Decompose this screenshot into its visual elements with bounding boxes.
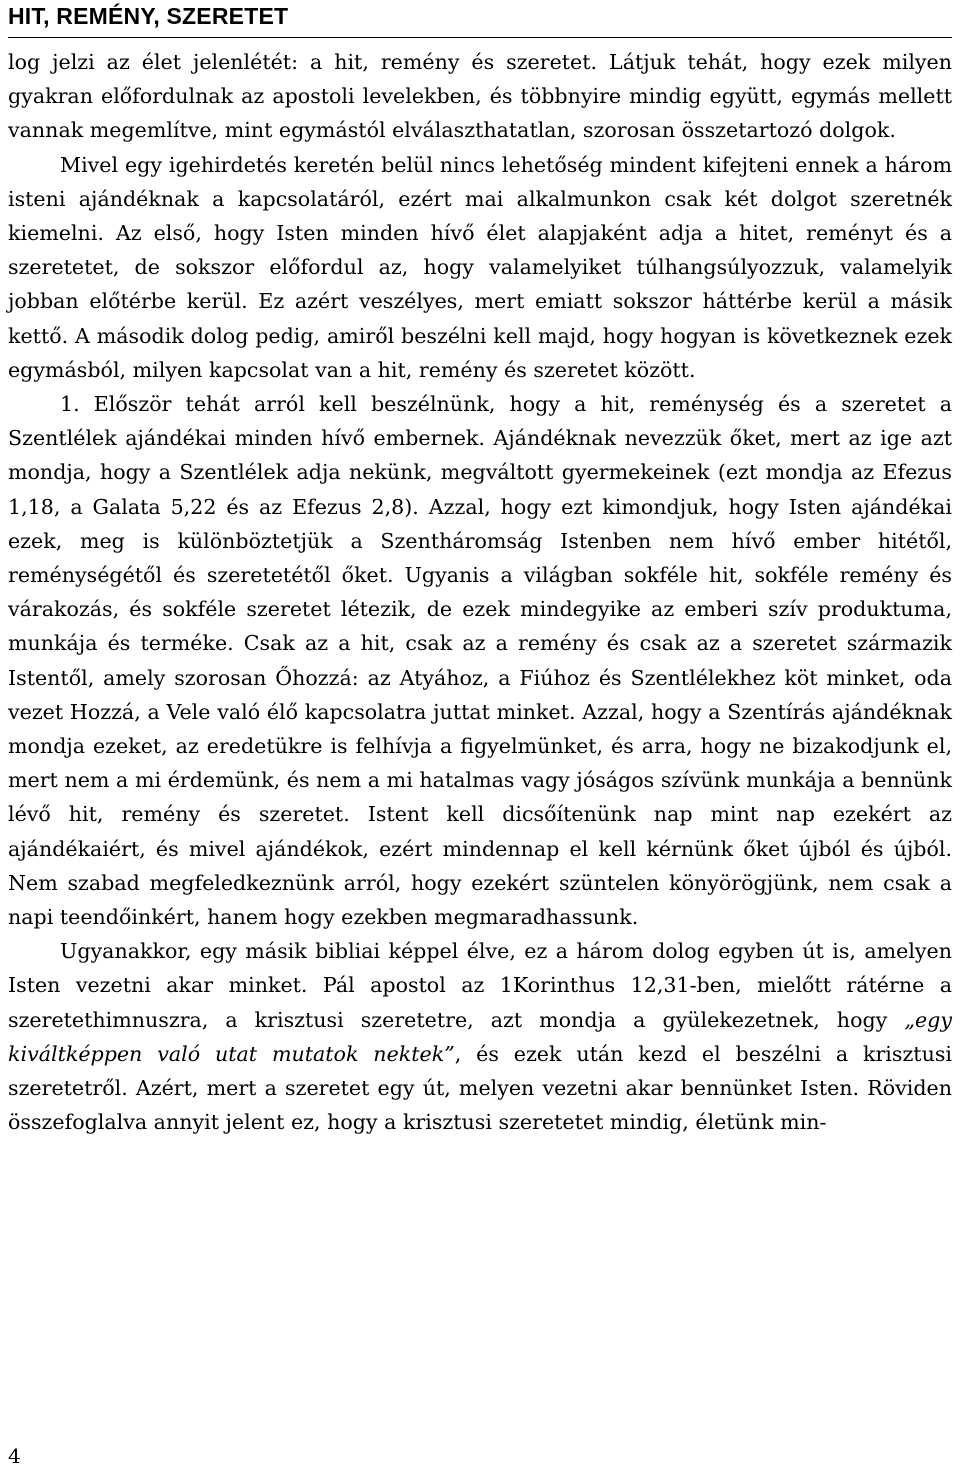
running-head-title: HIT, REMÉNY, SZERETET — [8, 3, 289, 29]
bible-quote: „egy kiváltképpen való utat mutatok nektek” — [8, 1007, 952, 1066]
book-page — [8, 0, 952, 1472]
paragraph-3: 1. Először tehát arról kell beszélnünk, hogy a hit, reménység és a szeretet a Szentlélek ajándékai minden hívő embernek. Ajándéknak nevezzük őket, mert az ige azt mondja, hogy a Szentlélek adja nekünk, megváltott gyermekeinek (ezt mondja az Efezus 1,18, a Galata 5,22 és az Efezus 2,8). Azzal, hogy ezt kimondjuk, hogy Isten ajándékai ezek, meg is különböztetjük a Szentháromság Istenben nem hívő ember hitétől, reménységétől és szeretetétől őket. Ugyanis a világban sokféle hit, sokféle remény és várakozás, és sokféle szeretet létezik, de ezek mindegyike az emberi szív produktuma, munkája és terméke. Csak az a hit, csak az a remény és csak az a szeretet származik Istentől, amely szorosan Őhozzá: az Atyához, a Fiúhoz és Szentlélekhez köt minket, oda vezet Hozzá, a Vele való élő kapcsolatra juttat minket. Azzal, hogy a Szentírás ajándéknak mondja ezeket, az eredetükre is felhívja a figyelmünket, és arra, hogy ne bizakodjunk el, mert nem a mi érdemünk, és nem a mi hatalmas vagy jóságos szívünk munkája a bennünk lévő hit, remény és szeretet. Istent kell dicsőítenünk nap mint nap ezekért az ajándékaiért, és mivel ajándékok, ezért mindennap el kell kérnünk őket újból és újból. Nem szabad megfeledkeznünk arról, hogy ezekért szüntelen könyörögjünk, nem csak a napi teendőinkért, hanem hogy ezekben megmaradhassunk. — [8, 392, 952, 930]
paragraph-4-text-start: Ugyanakkor, egy másik bibliai képpel élve, ez a három dolog egyben út is, amelyen Isten vezetni akar minket. Pál apostol az 1Korinthus 12,31-ben, mielőtt rátérne a szeretethimnuszra, a krisztusi szeretetre, azt mondja a gyülekezetnek, hogy — [8, 939, 952, 1032]
running-head — [8, 1, 952, 38]
paragraph-2: Mivel egy igehirdetés keretén belül nincs lehetőség mindent kifejteni ennek a három isteni ajándéknak a kapcsolatáról, ezért mai alkalmunkon csak két dolgot szeretnék kiemelni. Az első, hogy Isten minden hívő élet alapjaként adja a hitet, reményt és a szeretetet, de sokszor előfordul az, hogy valamelyiket túlhangsúlyozzuk, valamelyik jobban előtérbe kerül. Ez azért veszélyes, mert emiatt sokszor háttérbe kerül a másik kettő. A második dolog pedig, amiről beszélni kell majd, hogy hogyan is következnek ezek egymásból, milyen kapcsolat van a hit, remény és szeretet között. — [8, 152, 952, 382]
page-number: 4 — [8, 1444, 21, 1468]
paragraph-4-text-end: , és ezek után kezd el beszélni a krisztusi szeretetről. Azért, mert a szeretet egy út, melyen vezetni akar bennünket Isten. Röviden összefoglalva annyit jelent ez, hogy a krisztusi szeretetet mindig, életünk min- — [8, 1041, 952, 1135]
body-text — [8, 45, 952, 1140]
paragraph-1: log jelzi az élet jelenlétét: a hit, remény és szeretet. Látjuk tehát, hogy ezek milyen gyakran előfordulnak az apostoli levelekben, és többnyire mindig együtt, egymás mellett vannak megemlítve, mint egymástól elválaszthatatlan, szorosan összetartozó dolgok. — [8, 50, 952, 143]
paragraph-4 — [8, 934, 952, 1139]
